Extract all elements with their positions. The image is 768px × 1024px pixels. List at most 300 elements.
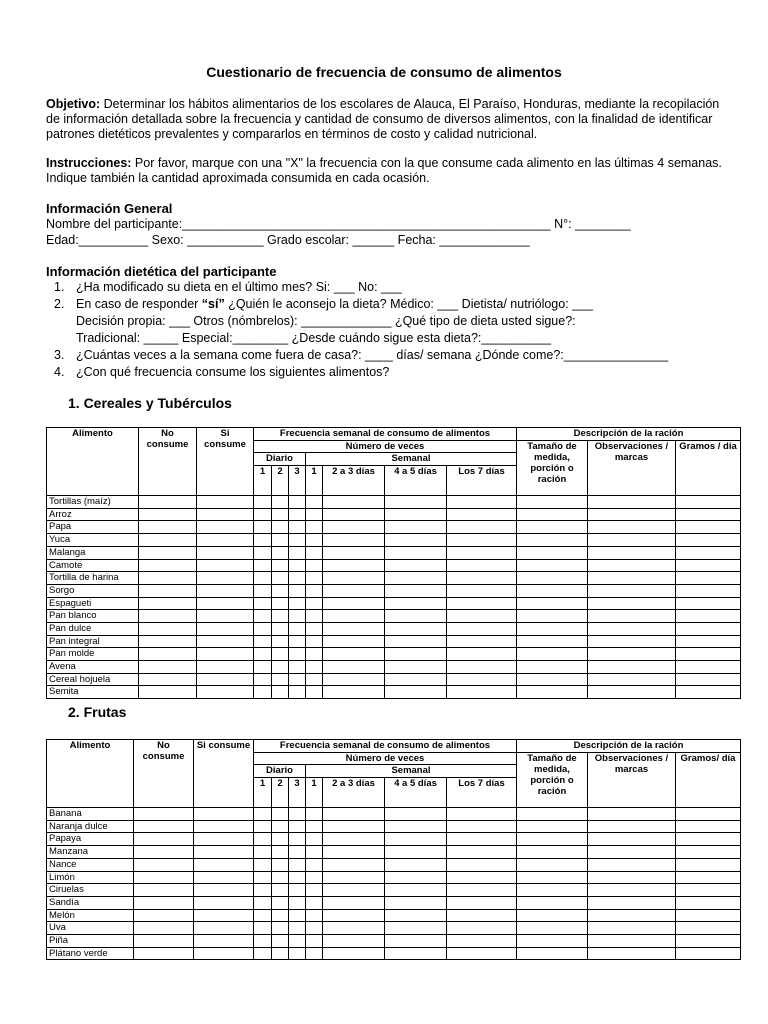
answer-cell[interactable] (517, 534, 588, 547)
answer-cell[interactable] (517, 934, 588, 947)
answer-cell[interactable] (289, 896, 306, 909)
answer-cell[interactable] (254, 884, 272, 897)
answer-cell[interactable] (588, 808, 676, 821)
answer-cell[interactable] (306, 922, 323, 935)
answer-cell[interactable] (517, 648, 588, 661)
answer-cell[interactable] (323, 584, 385, 597)
answer-cell[interactable] (323, 508, 385, 521)
answer-cell[interactable] (517, 496, 588, 509)
answer-cell[interactable] (254, 909, 272, 922)
answer-cell[interactable] (517, 858, 588, 871)
answer-cell[interactable] (517, 559, 588, 572)
answer-cell[interactable] (254, 559, 272, 572)
answer-cell[interactable] (197, 610, 254, 623)
answer-cell[interactable] (676, 496, 741, 509)
answer-cell[interactable] (588, 610, 676, 623)
answer-cell[interactable] (447, 597, 517, 610)
answer-cell[interactable] (289, 686, 306, 699)
answer-cell[interactable] (323, 934, 385, 947)
answer-cell[interactable] (194, 934, 254, 947)
answer-cell[interactable] (323, 559, 385, 572)
answer-cell[interactable] (517, 871, 588, 884)
answer-cell[interactable] (323, 648, 385, 661)
answer-cell[interactable] (517, 833, 588, 846)
answer-cell[interactable] (197, 534, 254, 547)
answer-cell[interactable] (306, 947, 323, 960)
answer-cell[interactable] (447, 521, 517, 534)
answer-cell[interactable] (676, 534, 741, 547)
answer-cell[interactable] (254, 808, 272, 821)
answer-cell[interactable] (289, 622, 306, 635)
answer-cell[interactable] (385, 610, 447, 623)
answer-cell[interactable] (272, 635, 289, 648)
answer-cell[interactable] (447, 820, 517, 833)
answer-cell[interactable] (289, 521, 306, 534)
answer-cell[interactable] (676, 686, 741, 699)
answer-cell[interactable] (197, 546, 254, 559)
answer-cell[interactable] (306, 661, 323, 674)
answer-cell[interactable] (289, 635, 306, 648)
answer-cell[interactable] (323, 546, 385, 559)
answer-cell[interactable] (385, 534, 447, 547)
answer-cell[interactable] (254, 820, 272, 833)
answer-cell[interactable] (194, 896, 254, 909)
answer-cell[interactable] (676, 909, 741, 922)
answer-cell[interactable] (517, 546, 588, 559)
answer-cell[interactable] (197, 572, 254, 585)
answer-cell[interactable] (306, 686, 323, 699)
answer-cell[interactable] (194, 846, 254, 859)
answer-cell[interactable] (289, 584, 306, 597)
answer-cell[interactable] (323, 635, 385, 648)
answer-cell[interactable] (676, 648, 741, 661)
answer-cell[interactable] (134, 947, 194, 960)
answer-cell[interactable] (588, 508, 676, 521)
answer-cell[interactable] (323, 896, 385, 909)
answer-cell[interactable] (306, 610, 323, 623)
answer-cell[interactable] (517, 896, 588, 909)
answer-cell[interactable] (306, 846, 323, 859)
answer-cell[interactable] (323, 673, 385, 686)
answer-cell[interactable] (272, 496, 289, 509)
answer-cell[interactable] (588, 871, 676, 884)
answer-cell[interactable] (323, 833, 385, 846)
answer-cell[interactable] (272, 622, 289, 635)
answer-cell[interactable] (676, 584, 741, 597)
answer-cell[interactable] (517, 610, 588, 623)
answer-cell[interactable] (272, 833, 289, 846)
answer-cell[interactable] (588, 922, 676, 935)
answer-cell[interactable] (272, 686, 289, 699)
answer-cell[interactable] (385, 858, 447, 871)
answer-cell[interactable] (272, 521, 289, 534)
answer-cell[interactable] (272, 648, 289, 661)
answer-cell[interactable] (385, 686, 447, 699)
answer-cell[interactable] (447, 909, 517, 922)
answer-cell[interactable] (306, 597, 323, 610)
answer-cell[interactable] (588, 635, 676, 648)
answer-cell[interactable] (306, 572, 323, 585)
answer-cell[interactable] (323, 947, 385, 960)
answer-cell[interactable] (272, 673, 289, 686)
answer-cell[interactable] (447, 833, 517, 846)
answer-cell[interactable] (197, 686, 254, 699)
answer-cell[interactable] (588, 896, 676, 909)
answer-cell[interactable] (676, 922, 741, 935)
answer-cell[interactable] (588, 947, 676, 960)
answer-cell[interactable] (306, 534, 323, 547)
answer-cell[interactable] (588, 820, 676, 833)
answer-cell[interactable] (197, 635, 254, 648)
answer-cell[interactable] (517, 808, 588, 821)
answer-cell[interactable] (323, 820, 385, 833)
answer-cell[interactable] (289, 648, 306, 661)
answer-cell[interactable] (139, 648, 197, 661)
answer-cell[interactable] (306, 648, 323, 661)
answer-cell[interactable] (139, 534, 197, 547)
answer-cell[interactable] (447, 610, 517, 623)
answer-cell[interactable] (289, 871, 306, 884)
answer-cell[interactable] (254, 686, 272, 699)
answer-cell[interactable] (254, 661, 272, 674)
answer-cell[interactable] (197, 597, 254, 610)
answer-cell[interactable] (517, 947, 588, 960)
answer-cell[interactable] (517, 673, 588, 686)
answer-cell[interactable] (588, 909, 676, 922)
answer-cell[interactable] (134, 833, 194, 846)
answer-cell[interactable] (139, 597, 197, 610)
answer-cell[interactable] (447, 559, 517, 572)
answer-cell[interactable] (306, 559, 323, 572)
answer-cell[interactable] (272, 572, 289, 585)
answer-cell[interactable] (194, 947, 254, 960)
answer-cell[interactable] (194, 858, 254, 871)
answer-cell[interactable] (447, 534, 517, 547)
answer-cell[interactable] (306, 673, 323, 686)
answer-cell[interactable] (289, 808, 306, 821)
answer-cell[interactable] (139, 584, 197, 597)
answer-cell[interactable] (447, 635, 517, 648)
answer-cell[interactable] (139, 610, 197, 623)
answer-cell[interactable] (289, 909, 306, 922)
answer-cell[interactable] (323, 884, 385, 897)
answer-cell[interactable] (306, 808, 323, 821)
answer-cell[interactable] (517, 572, 588, 585)
answer-cell[interactable] (254, 534, 272, 547)
answer-cell[interactable] (385, 673, 447, 686)
answer-cell[interactable] (676, 508, 741, 521)
answer-cell[interactable] (194, 909, 254, 922)
answer-cell[interactable] (385, 559, 447, 572)
answer-cell[interactable] (289, 947, 306, 960)
answer-cell[interactable] (134, 820, 194, 833)
answer-cell[interactable] (323, 622, 385, 635)
answer-cell[interactable] (194, 833, 254, 846)
answer-cell[interactable] (588, 686, 676, 699)
answer-cell[interactable] (517, 686, 588, 699)
answer-cell[interactable] (139, 635, 197, 648)
answer-cell[interactable] (676, 673, 741, 686)
answer-cell[interactable] (134, 934, 194, 947)
answer-cell[interactable] (447, 846, 517, 859)
answer-cell[interactable] (323, 686, 385, 699)
answer-cell[interactable] (197, 508, 254, 521)
answer-cell[interactable] (447, 686, 517, 699)
answer-cell[interactable] (676, 846, 741, 859)
answer-cell[interactable] (676, 934, 741, 947)
answer-cell[interactable] (588, 846, 676, 859)
answer-cell[interactable] (447, 496, 517, 509)
answer-cell[interactable] (289, 546, 306, 559)
answer-cell[interactable] (272, 610, 289, 623)
answer-cell[interactable] (676, 871, 741, 884)
answer-cell[interactable] (197, 584, 254, 597)
answer-cell[interactable] (385, 896, 447, 909)
answer-cell[interactable] (289, 858, 306, 871)
answer-cell[interactable] (517, 597, 588, 610)
answer-cell[interactable] (306, 858, 323, 871)
answer-cell[interactable] (385, 508, 447, 521)
answer-cell[interactable] (139, 661, 197, 674)
answer-cell[interactable] (385, 546, 447, 559)
answer-cell[interactable] (272, 909, 289, 922)
answer-cell[interactable] (676, 622, 741, 635)
answer-cell[interactable] (676, 521, 741, 534)
answer-cell[interactable] (289, 597, 306, 610)
answer-cell[interactable] (588, 546, 676, 559)
answer-cell[interactable] (323, 858, 385, 871)
answer-cell[interactable] (517, 508, 588, 521)
answer-cell[interactable] (272, 808, 289, 821)
answer-cell[interactable] (194, 922, 254, 935)
answer-cell[interactable] (194, 820, 254, 833)
answer-cell[interactable] (676, 947, 741, 960)
answer-cell[interactable] (289, 508, 306, 521)
answer-cell[interactable] (289, 922, 306, 935)
answer-cell[interactable] (194, 808, 254, 821)
answer-cell[interactable] (289, 610, 306, 623)
answer-cell[interactable] (272, 661, 289, 674)
answer-cell[interactable] (447, 546, 517, 559)
answer-cell[interactable] (254, 896, 272, 909)
answer-cell[interactable] (588, 534, 676, 547)
answer-cell[interactable] (254, 947, 272, 960)
answer-cell[interactable] (447, 622, 517, 635)
answer-cell[interactable] (134, 884, 194, 897)
answer-cell[interactable] (254, 546, 272, 559)
answer-cell[interactable] (272, 820, 289, 833)
answer-cell[interactable] (254, 572, 272, 585)
answer-cell[interactable] (385, 661, 447, 674)
answer-cell[interactable] (323, 572, 385, 585)
answer-cell[interactable] (254, 846, 272, 859)
answer-cell[interactable] (306, 871, 323, 884)
answer-cell[interactable] (254, 622, 272, 635)
answer-cell[interactable] (272, 871, 289, 884)
answer-cell[interactable] (517, 846, 588, 859)
answer-cell[interactable] (306, 496, 323, 509)
answer-cell[interactable] (306, 622, 323, 635)
answer-cell[interactable] (272, 546, 289, 559)
answer-cell[interactable] (323, 534, 385, 547)
answer-cell[interactable] (272, 846, 289, 859)
answer-cell[interactable] (588, 584, 676, 597)
answer-cell[interactable] (254, 934, 272, 947)
answer-cell[interactable] (306, 833, 323, 846)
answer-cell[interactable] (323, 610, 385, 623)
answer-cell[interactable] (323, 496, 385, 509)
answer-cell[interactable] (272, 534, 289, 547)
answer-cell[interactable] (447, 808, 517, 821)
answer-cell[interactable] (385, 846, 447, 859)
answer-cell[interactable] (676, 858, 741, 871)
answer-cell[interactable] (139, 559, 197, 572)
answer-cell[interactable] (447, 661, 517, 674)
answer-cell[interactable] (447, 572, 517, 585)
answer-cell[interactable] (272, 922, 289, 935)
answer-cell[interactable] (306, 635, 323, 648)
answer-cell[interactable] (254, 496, 272, 509)
answer-cell[interactable] (254, 521, 272, 534)
answer-cell[interactable] (676, 559, 741, 572)
answer-cell[interactable] (385, 884, 447, 897)
answer-cell[interactable] (254, 635, 272, 648)
answer-cell[interactable] (289, 846, 306, 859)
answer-cell[interactable] (517, 922, 588, 935)
answer-cell[interactable] (306, 508, 323, 521)
answer-cell[interactable] (588, 661, 676, 674)
answer-cell[interactable] (254, 584, 272, 597)
answer-cell[interactable] (197, 521, 254, 534)
answer-cell[interactable] (323, 597, 385, 610)
answer-cell[interactable] (517, 584, 588, 597)
answer-cell[interactable] (139, 686, 197, 699)
answer-cell[interactable] (254, 833, 272, 846)
answer-cell[interactable] (306, 546, 323, 559)
answer-cell[interactable] (134, 846, 194, 859)
answer-cell[interactable] (447, 896, 517, 909)
answer-cell[interactable] (385, 871, 447, 884)
answer-cell[interactable] (385, 584, 447, 597)
answer-cell[interactable] (385, 833, 447, 846)
answer-cell[interactable] (676, 661, 741, 674)
answer-cell[interactable] (676, 820, 741, 833)
answer-cell[interactable] (254, 673, 272, 686)
answer-cell[interactable] (517, 635, 588, 648)
answer-cell[interactable] (447, 884, 517, 897)
answer-cell[interactable] (272, 597, 289, 610)
answer-cell[interactable] (254, 648, 272, 661)
answer-cell[interactable] (323, 521, 385, 534)
answer-cell[interactable] (272, 584, 289, 597)
answer-cell[interactable] (323, 808, 385, 821)
answer-cell[interactable] (676, 635, 741, 648)
answer-cell[interactable] (197, 673, 254, 686)
answer-cell[interactable] (289, 833, 306, 846)
answer-cell[interactable] (289, 934, 306, 947)
answer-cell[interactable] (289, 820, 306, 833)
answer-cell[interactable] (517, 521, 588, 534)
answer-cell[interactable] (134, 909, 194, 922)
answer-cell[interactable] (588, 648, 676, 661)
answer-cell[interactable] (385, 622, 447, 635)
answer-cell[interactable] (289, 661, 306, 674)
answer-cell[interactable] (272, 934, 289, 947)
answer-cell[interactable] (289, 496, 306, 509)
answer-cell[interactable] (323, 909, 385, 922)
answer-cell[interactable] (385, 947, 447, 960)
answer-cell[interactable] (289, 534, 306, 547)
answer-cell[interactable] (139, 673, 197, 686)
answer-cell[interactable] (517, 661, 588, 674)
answer-cell[interactable] (676, 808, 741, 821)
answer-cell[interactable] (289, 572, 306, 585)
answer-cell[interactable] (306, 909, 323, 922)
answer-cell[interactable] (385, 922, 447, 935)
answer-cell[interactable] (139, 622, 197, 635)
answer-cell[interactable] (517, 622, 588, 635)
answer-cell[interactable] (323, 922, 385, 935)
answer-cell[interactable] (447, 922, 517, 935)
answer-cell[interactable] (517, 820, 588, 833)
answer-cell[interactable] (197, 622, 254, 635)
answer-cell[interactable] (254, 922, 272, 935)
answer-cell[interactable] (588, 833, 676, 846)
answer-cell[interactable] (272, 947, 289, 960)
answer-cell[interactable] (385, 572, 447, 585)
answer-cell[interactable] (139, 508, 197, 521)
answer-cell[interactable] (676, 546, 741, 559)
answer-cell[interactable] (272, 559, 289, 572)
answer-cell[interactable] (139, 496, 197, 509)
answer-cell[interactable] (447, 673, 517, 686)
answer-cell[interactable] (447, 584, 517, 597)
answer-cell[interactable] (323, 871, 385, 884)
answer-cell[interactable] (289, 559, 306, 572)
answer-cell[interactable] (254, 597, 272, 610)
answer-cell[interactable] (676, 896, 741, 909)
answer-cell[interactable] (254, 508, 272, 521)
answer-cell[interactable] (676, 884, 741, 897)
answer-cell[interactable] (676, 597, 741, 610)
answer-cell[interactable] (306, 820, 323, 833)
answer-cell[interactable] (289, 673, 306, 686)
answer-cell[interactable] (447, 934, 517, 947)
answer-cell[interactable] (588, 622, 676, 635)
answer-cell[interactable] (306, 884, 323, 897)
answer-cell[interactable] (323, 846, 385, 859)
answer-cell[interactable] (588, 597, 676, 610)
answer-cell[interactable] (385, 496, 447, 509)
answer-cell[interactable] (139, 546, 197, 559)
answer-cell[interactable] (385, 597, 447, 610)
answer-cell[interactable] (197, 661, 254, 674)
answer-cell[interactable] (447, 858, 517, 871)
answer-cell[interactable] (197, 496, 254, 509)
answer-cell[interactable] (306, 896, 323, 909)
answer-cell[interactable] (588, 496, 676, 509)
answer-cell[interactable] (254, 871, 272, 884)
answer-cell[interactable] (306, 521, 323, 534)
answer-cell[interactable] (134, 922, 194, 935)
answer-cell[interactable] (194, 884, 254, 897)
answer-cell[interactable] (588, 559, 676, 572)
answer-cell[interactable] (272, 508, 289, 521)
answer-cell[interactable] (289, 884, 306, 897)
answer-cell[interactable] (385, 808, 447, 821)
answer-cell[interactable] (588, 934, 676, 947)
answer-cell[interactable] (134, 896, 194, 909)
